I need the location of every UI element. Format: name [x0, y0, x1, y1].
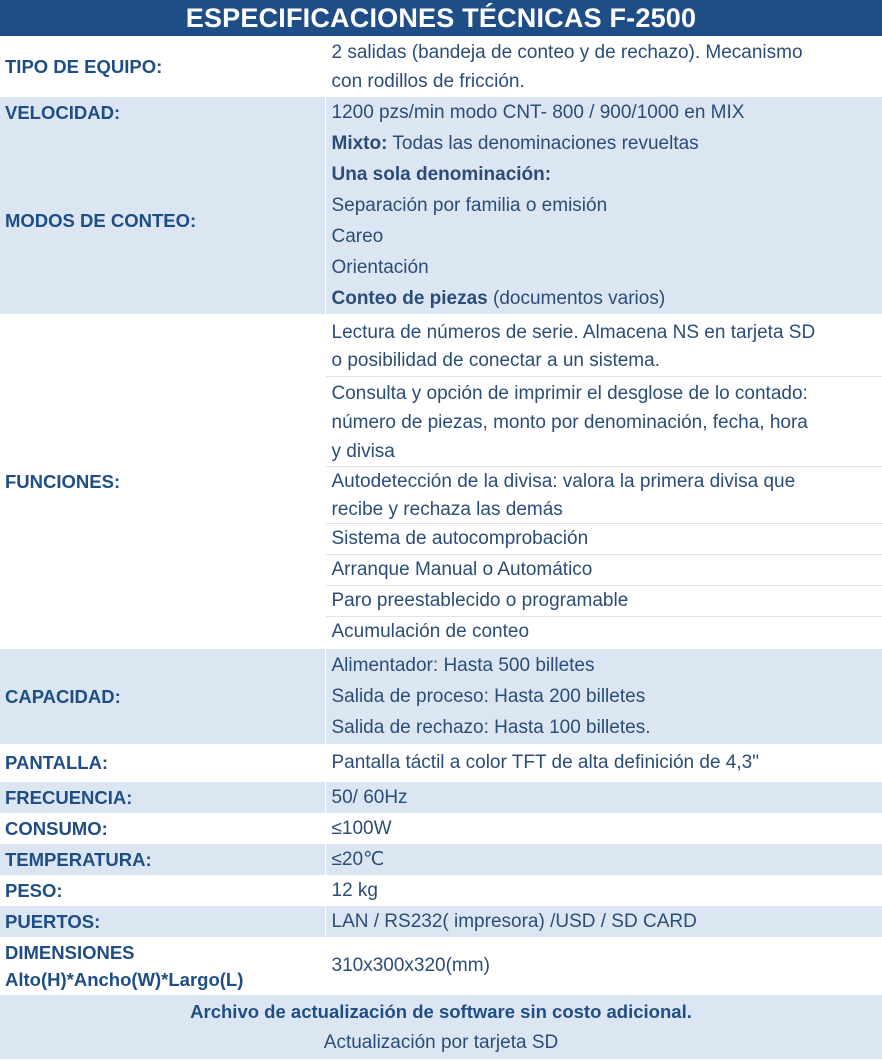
value-capacidad — [325, 649, 882, 744]
value-temperatura: ≤20℃ — [325, 844, 882, 875]
modo-mixto — [332, 128, 882, 159]
value-velocidad: 1200 pzs/min modo CNT- 800 / 900/1000 en MIX — [325, 97, 882, 128]
funcion-7: Acumulación de conteo — [326, 616, 882, 647]
funcion-1 — [326, 316, 882, 376]
modo-orientacion: Orientación — [331, 257, 429, 278]
row-funciones — [0, 314, 882, 649]
value-funciones — [325, 314, 882, 649]
label-modos-conteo: MODOS DE CONTEO: — [0, 128, 325, 314]
label-dimensiones — [0, 937, 325, 995]
funcion-6: Paro preestablecido o programable — [326, 585, 882, 616]
modo-una-sola: Una sola denominación: — [331, 164, 552, 185]
modo-careo: Careo — [331, 226, 384, 247]
funcion-3 — [326, 466, 882, 523]
row-capacidad — [0, 649, 882, 744]
value-modos-conteo — [325, 128, 882, 314]
tipo-equipo-line-1: 2 salidas (bandeja de conteo y de rechazo). Mecanismo — [331, 41, 803, 63]
row-modos-conteo — [0, 128, 882, 314]
dimensiones-label-2: Alto(H)*Ancho(W)*Largo(L) — [5, 969, 244, 990]
value-tipo-equipo — [325, 36, 882, 97]
row-frecuencia — [0, 782, 882, 813]
row-consumo — [0, 813, 882, 844]
modo-piezas — [332, 283, 882, 314]
label-capacidad: CAPACIDAD: — [0, 649, 325, 744]
capacidad-proceso: Salida de proceso: Hasta 200 billetes — [331, 686, 646, 707]
dimensiones-label-1: DIMENSIONES — [5, 942, 135, 963]
label-temperatura: TEMPERATURA: — [0, 844, 325, 875]
footer-line-1: Archivo de actualización de software sin costo adicional. — [190, 1001, 692, 1022]
modo-mixto-text: Todas las denominaciones revueltas — [387, 133, 699, 154]
value-frecuencia: 50/ 60Hz — [325, 782, 882, 813]
funcion-5: Arranque Manual o Automático — [326, 554, 882, 585]
label-consumo: CONSUMO: — [0, 813, 325, 844]
funcion-2-line-2: número de piezas, monto por denominación, fecha, hora — [331, 412, 808, 433]
label-velocidad: VELOCIDAD: — [0, 97, 325, 128]
row-tipo-equipo — [0, 36, 882, 97]
value-dimensiones: 310x300x320(mm) — [325, 937, 882, 995]
funcion-3-line-2: recibe y rechaza las demás — [331, 499, 563, 520]
capacidad-alimentador: Alimentador: Hasta 500 billetes — [331, 655, 595, 676]
value-peso: 12 kg — [325, 875, 882, 906]
funcion-4: Sistema de autocomprobación — [326, 523, 882, 554]
row-dimensiones — [0, 937, 882, 995]
label-frecuencia: FRECUENCIA: — [0, 782, 325, 813]
capacidad-rechazo: Salida de rechazo: Hasta 100 billetes. — [331, 717, 651, 738]
value-pantalla: Pantalla táctil a color TFT de alta definición de 4,3" — [325, 744, 882, 782]
funcion-2-line-3: y divisa — [331, 441, 395, 462]
page-title: ESPECIFICACIONES TÉCNICAS F-2500 — [0, 0, 882, 36]
label-peso: PESO: — [0, 875, 325, 906]
modo-piezas-text: (documentos varios) — [487, 288, 666, 309]
modo-mixto-bold: Mixto: — [331, 133, 388, 154]
label-funciones: FUNCIONES: — [0, 314, 325, 649]
funcion-2-line-1: Consulta y opción de imprimir el desglose de lo contado: — [331, 383, 808, 404]
tipo-equipo-line-2: con rodillos de fricción. — [331, 70, 525, 92]
value-puertos: LAN / RS232( impresora) /USD / SD CARD — [325, 906, 882, 937]
modo-piezas-bold: Conteo de piezas — [331, 288, 488, 309]
modo-separacion: Separación por familia o emisión — [331, 195, 608, 216]
row-velocidad — [0, 97, 882, 128]
row-peso — [0, 875, 882, 906]
row-pantalla — [0, 744, 882, 782]
funcion-1-line-1: Lectura de números de serie. Almacena NS en tarjeta SD — [331, 322, 816, 343]
funcion-1-line-2: o posibilidad de conectar a un sistema. — [331, 350, 660, 371]
label-tipo-equipo: TIPO DE EQUIPO: — [0, 36, 325, 97]
funcion-2 — [326, 376, 882, 466]
label-pantalla: PANTALLA: — [0, 744, 325, 782]
value-consumo: ≤100W — [325, 813, 882, 844]
label-puertos: PUERTOS: — [0, 906, 325, 937]
footer-line-2: Actualización por tarjeta SD — [323, 1032, 559, 1053]
funcion-3-line-1: Autodetección de la divisa: valora la primera divisa que — [331, 471, 796, 492]
row-temperatura — [0, 844, 882, 875]
spec-table — [0, 36, 882, 1059]
row-footer — [0, 995, 882, 1059]
footer-cell — [0, 995, 882, 1059]
row-puertos — [0, 906, 882, 937]
